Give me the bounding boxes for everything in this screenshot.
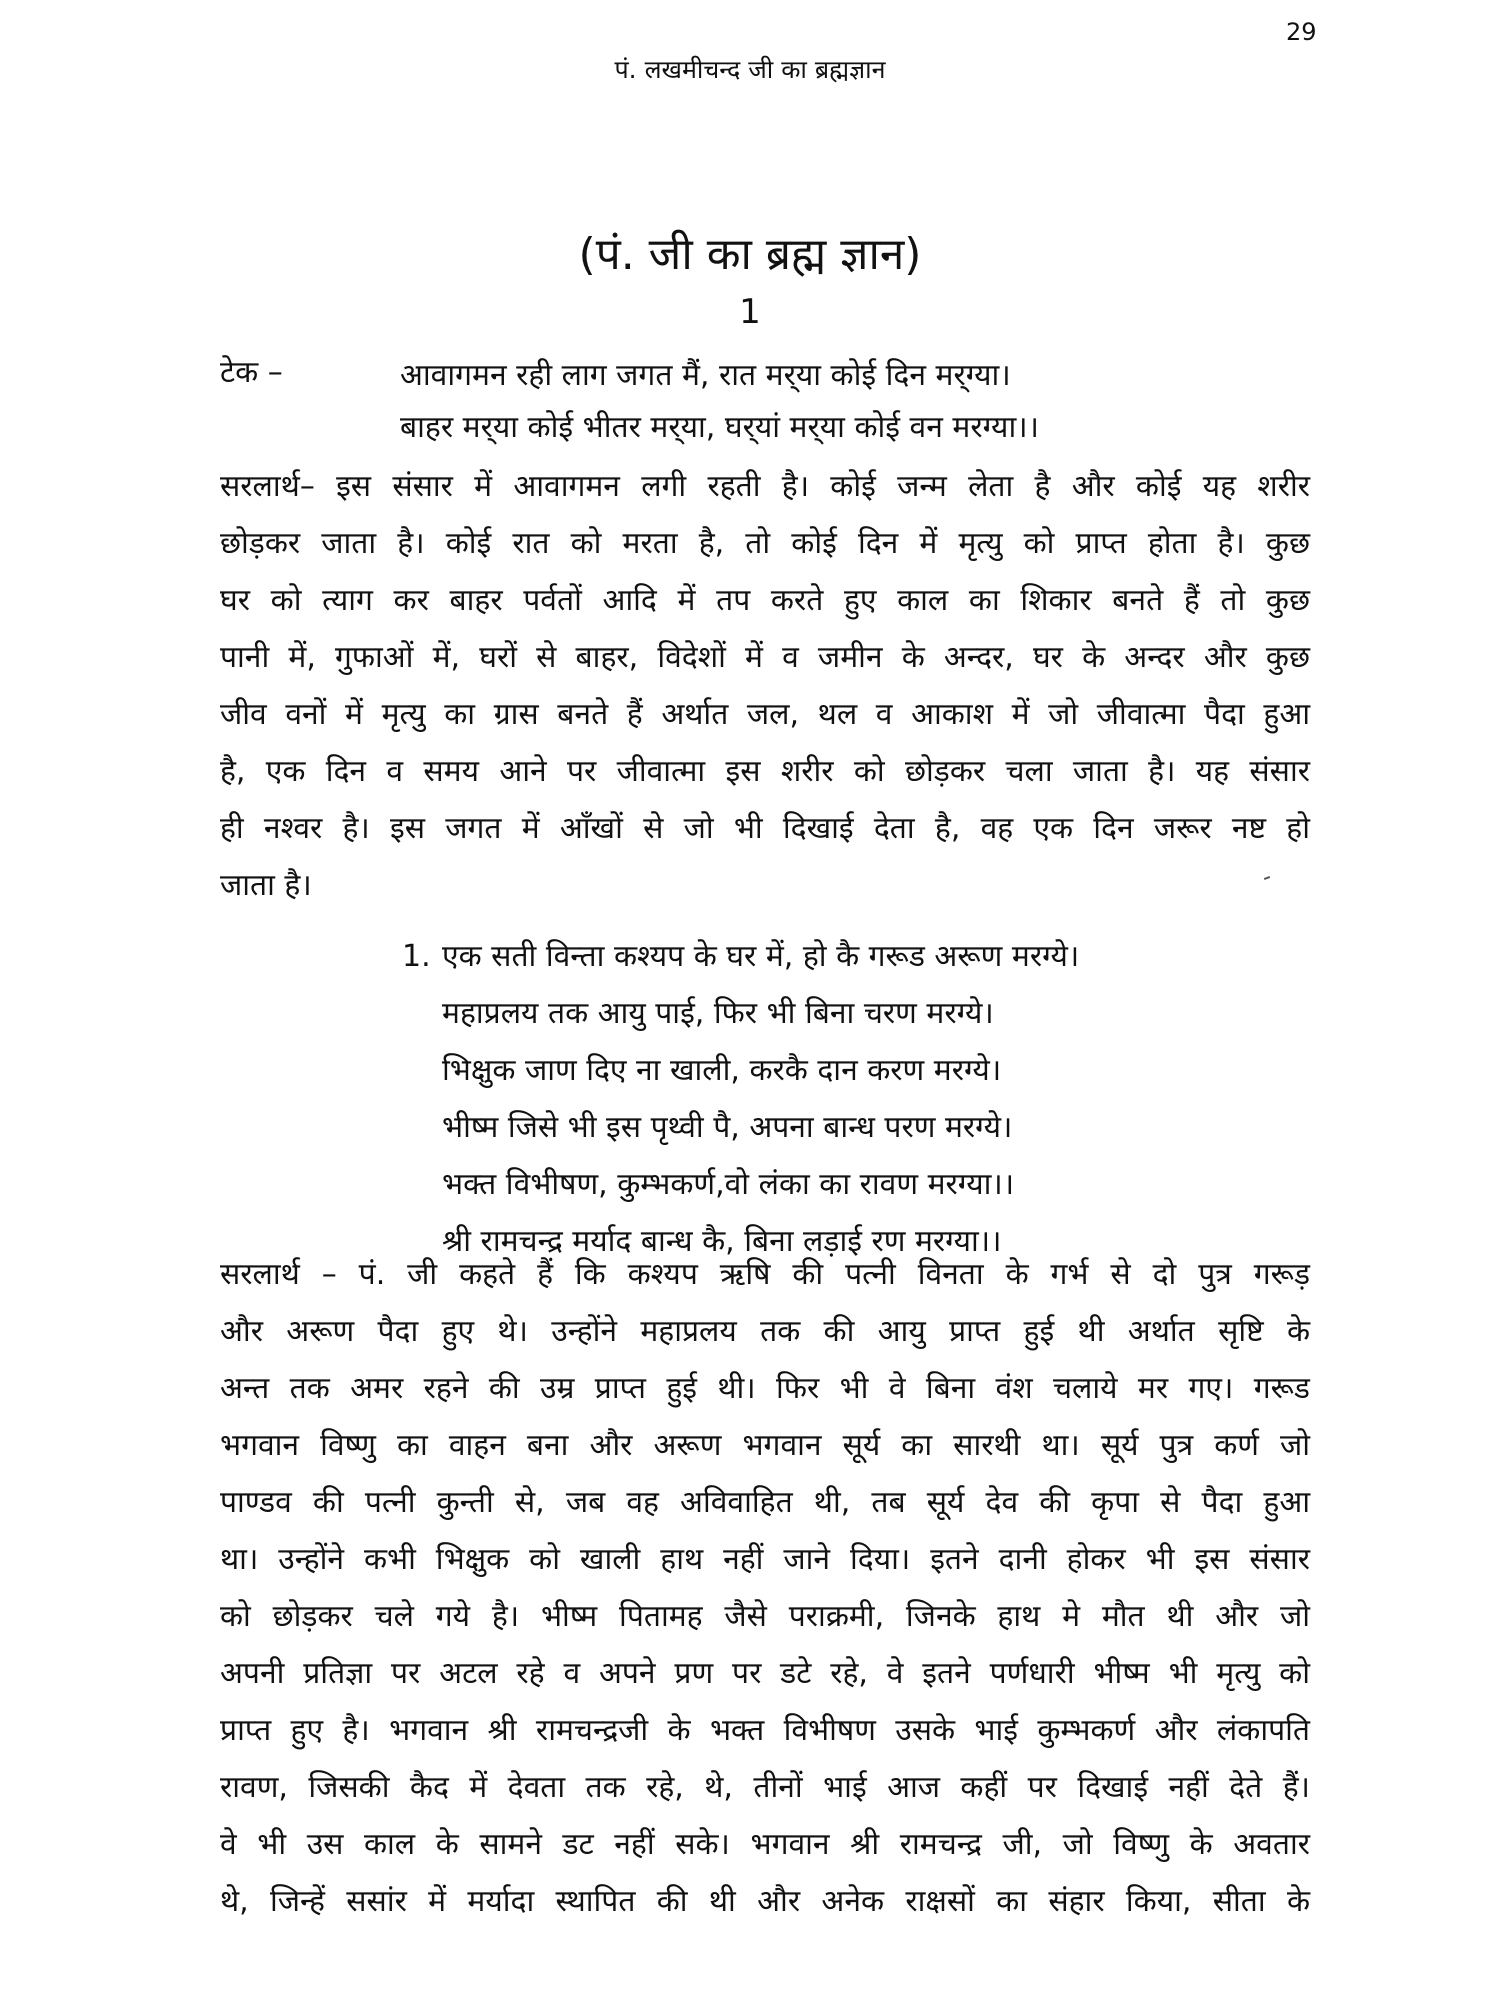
tek-line: बाहर मर्‌या कोई भीतर मर्‌या, घर्‌यां मर्‌या कोई वन मरग्या।। (400, 410, 1039, 445)
paragraph-line: थे, जिन्हें ससांर में मर्यादा स्थापित की थी और अनेक राक्षसों का संहार किया, सीता के (220, 1884, 1310, 1919)
verse-line: भीष्म जिसे भी इस पृथ्वी पै, अपना बान्ध परण मरग्ये। (442, 1110, 1013, 1145)
verse-text: एक सती विन्ता कश्यप के घर में, हो कै गरूड अरूण मरग्ये। (442, 939, 1080, 974)
paragraph-line: छोड़कर जाता है। कोई रात को मरता है, तो कोई दिन में मृत्यु को प्राप्त होता है। कुछ (220, 526, 1310, 561)
tek-refrain (400, 350, 1039, 454)
tek-line: आवागमन रही लाग जगत मैं, रात मर्‌या कोई दिन मर्‌ग्या। (400, 358, 1011, 393)
paragraph-line: वे भी उस काल के सामने डट नहीं सके। भगवान श्री रामचन्द्र जी, जो विष्णु के अवतार (220, 1827, 1310, 1862)
paragraph-line: अपनी प्रतिज्ञा पर अटल रहे व अपने प्रण पर डटे रहे, वे इतने पर्णधारी भीष्म भी मृत्यु को (220, 1656, 1310, 1691)
paragraph-line: पानी में, गुफाओं में, घरों से बाहर, विदेशों में व जमीन के अन्दर, घर के अन्दर और कुछ (220, 640, 1310, 675)
paragraph-line: पाण्डव की पत्नी कुन्ती से, जब वह अविवाहित थी, तब सूर्य देव की कृपा से पैदा हुआ (220, 1485, 1310, 1520)
song-number: 1 (739, 292, 761, 332)
section-title: (पं. जी का ब्रह्म ज्ञान) (578, 229, 922, 280)
paragraph-line: सरलार्थ – पं. जी कहते हैं कि कश्यप ऋषि की पत्नी विनता के गर्भ से दो पुत्र गरूड़ (220, 1257, 1310, 1292)
sarlarth-paragraph-1 (220, 458, 1310, 914)
verse-1 (402, 928, 1079, 1270)
page-number: 29 (1286, 18, 1317, 46)
verse-line: महाप्रलय तक आयु पाई, फिर भी बिना चरण मरग्ये। (442, 996, 994, 1031)
paragraph-line: प्राप्त हुए है। भगवान श्री रामचन्द्रजी के भक्त विभीषण उसके भाई कुम्भकर्ण और लंकापति (220, 1713, 1310, 1748)
verse-line: भिक्षुक जाण दिए ना खाली, करकै दान करण मरग्ये। (442, 1053, 1002, 1088)
running-header: पं. लखमीचन्द जी का ब्रह्मज्ञान (614, 55, 886, 84)
paragraph-line: है, एक दिन व समय आने पर जीवात्मा इस शरीर को छोड़कर चला जाता है। यह संसार (220, 754, 1310, 789)
paragraph-line: जीव वनों में मृत्यु का ग्रास बनते हैं अर्थात जल, थल व आकाश में जो जीवात्मा पैदा हुआ (220, 697, 1310, 732)
verse-line: भक्त विभीषण, कुम्भकर्ण,वो लंका का रावण मरग्या।। (442, 1167, 1015, 1202)
verse-line (402, 928, 1079, 985)
paragraph-line: जाता है। (220, 868, 312, 903)
verse-number: 1. (402, 939, 431, 974)
paragraph-line: सरलार्थ– इस संसार में आवागमन लगी रहती है। कोई जन्म लेता है और कोई यह शरीर (220, 469, 1310, 504)
paragraph-line: रावण, जिसकी कैद में देवता तक रहे, थे, तीनों भाई आज कहीं पर दिखाई नहीं देते हैं। (220, 1770, 1310, 1805)
paragraph-line: भगवान विष्णु का वाहन बना और अरूण भगवान सूर्य का सारथी था। सूर्य पुत्र कर्ण जो (220, 1428, 1310, 1463)
sarlarth-paragraph-2 (220, 1246, 1310, 1930)
paragraph-line: घर को त्याग कर बाहर पर्वतों आदि में तप करते हुए काल का शिकार बनते हैं तो कुछ (220, 583, 1310, 618)
paragraph-line: को छोड़कर चले गये है। भीष्म पितामह जैसे पराक्रमी, जिनके हाथ मे मौत थी और जो (220, 1599, 1310, 1634)
paragraph-line: ही नश्वर है। इस जगत में आँखों से जो भी दिखाई देता है, वह एक दिन जरूर नष्ट हो (220, 811, 1310, 846)
paragraph-line: अन्त तक अमर रहने की उम्र प्राप्त हुई थी। फिर भी वे बिना वंश चलाये मर गए। गरूड (220, 1371, 1310, 1406)
paragraph-line: और अरूण पैदा हुए थे। उन्होंने महाप्रलय तक की आयु प्राप्त हुई थी अर्थात सृष्टि के (220, 1314, 1310, 1349)
paragraph-line: था। उन्होंने कभी भिक्षुक को खाली हाथ नहीं जाने दिया। इतने दानी होकर भी इस संसार (220, 1542, 1310, 1577)
tek-label: टेक – (220, 355, 283, 390)
verse-line: श्री रामचन्द्र मर्याद बान्ध कै, बिना लड़ाई रण मरग्या।। (442, 1224, 1002, 1259)
